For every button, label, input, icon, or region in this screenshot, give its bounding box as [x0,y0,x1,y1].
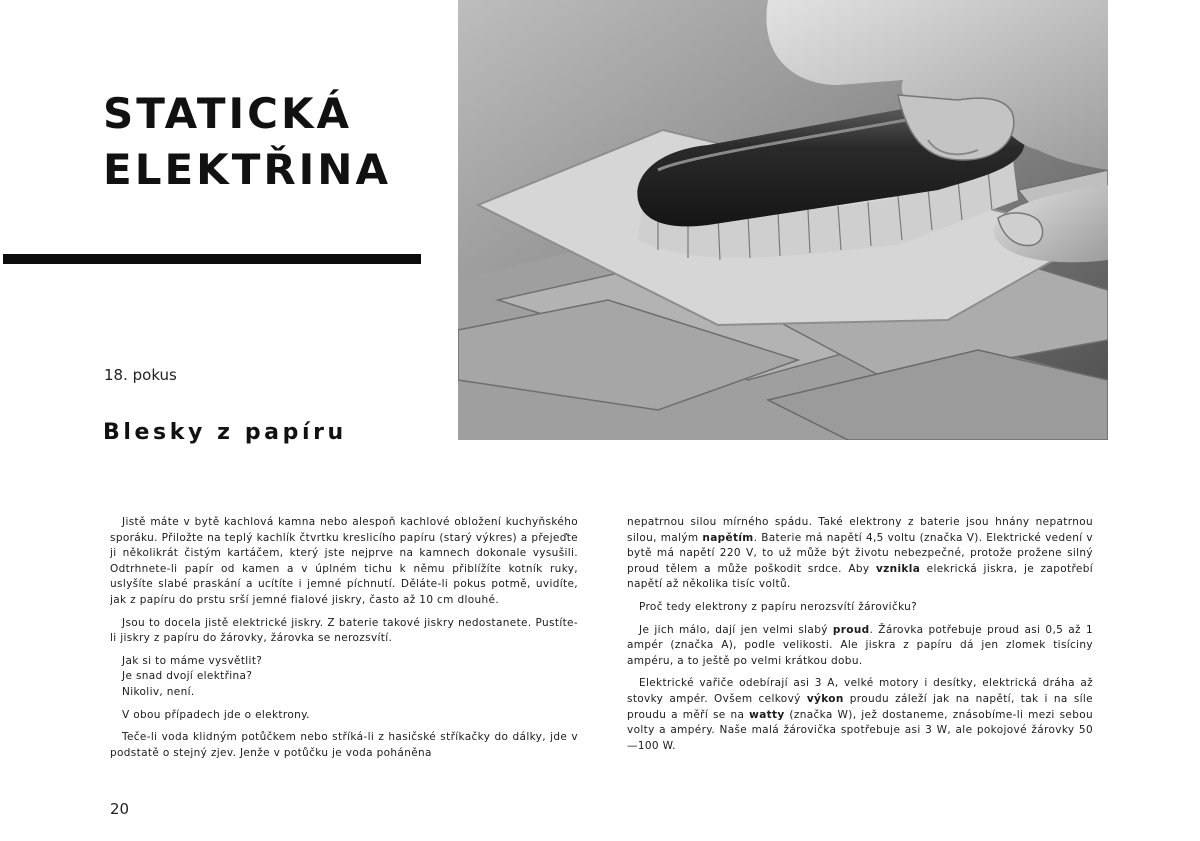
paragraph: V obou případech jde o elektrony. [122,708,310,721]
hand-brushing-paper-photo [458,0,1108,440]
question-line: Je snad dvojí elektřina? [122,670,253,683]
text-run: (značka W), jež dostaneme, znásobíme-li mezi sebou volty a ampéry. Naše malá žárovička spotřebuje asi 3 W, ale pokojové žárovky 50—100 W. [627,708,1093,752]
paragraph: Proč tedy elektrony z papíru nerozsvítí žárovičku? [639,600,918,613]
experiment-title: Blesky z papíru [103,420,347,445]
paragraph [627,515,1093,593]
question-line: Jak si to máme vysvětlit? [122,654,263,667]
text-run: Je jich málo, dají jen velmi slabý [639,623,833,636]
text-run: proudu záleží jak na napětí, tak i na síle proudu a měří se na [627,692,1093,721]
chapter-title-line-1: STATICKÁ [103,89,353,138]
chapter-title-line-2: ELEKTŘINA [103,145,391,194]
text-run: . Baterie má napětí 4,5 voltu (značka V). Elektrické vedení v bytě má napětí 220 V, to už může být životu nebezpečné, protože prožene silný proud tělem a může poškodit srdce. Aby [627,531,1093,575]
bold-term: proud [832,623,870,636]
paragraph: Jsou to docela jistě elektrické jiskry. Z baterie takové jiskry nedostanete. Pustíte-li jiskry z papíru do žárovky, žárovka se nerozsvítí. [110,616,578,645]
text-run: nepatrnou silou mírného spádu. Také elektrony z baterie jsou hnány nepatrnou silou, malým [627,516,1093,544]
bold-term: napětím [702,531,754,544]
paragraph: Jistě máte v bytě kachlová kamna nebo alespoň kachlové obložení kuchyňského sporáku. Přiložte na teplý kachlík čtvrtku kreslicího papíru (starý výkres) a přejeďte ji několikrát čistým kartáčem, který jste nejprve na kamnech dokonale vysušili. Odtrhnete-li papír od kamen a v úplném tichu k němu přiblížíte kotník ruky, uslyšíte slabé praskání a ucítíte i jemné píchnutí. Děláte-li pokus potmě, uvidíte, jak z papíru do prstu srší jemné fialové jiskry, často až 10 cm dlouhé. [110,516,578,606]
text-run: elekrická jiskra, je zapotřebí napětí až několika tisíc voltů. [627,562,1093,591]
chapter-title [103,86,391,198]
bold-term: vznikla [875,562,921,575]
page-number: 20 [110,800,130,818]
answer-line: Nikoliv, není. [122,685,195,698]
paragraph: Teče-li voda klidným potůčkem nebo stříká-li z hasičské stříkačky do dálky, jde v podstatě o stejný zjev. Jenže v potůčku je voda poháněna [110,731,578,759]
experiment-label: 18. pokus [104,366,177,384]
paragraph [627,676,1093,754]
bold-term: výkon [806,692,844,705]
text-column-left [110,515,578,768]
heading-rule [3,254,421,264]
illustration-photo [458,0,1108,440]
bold-term: watty [749,708,785,721]
text-run: . Žárovka potřebuje proud asi 0,5 až 1 ampér (značka A), podle velikosti. Ale jiskra z papíru dá jen zlomek tisíciny ampéru, a to ještě po velmi krátkou dobu. [627,623,1093,667]
paragraph [627,623,1093,670]
text-run: Elektrické vařiče odebírají asi 3 A, velké motory i desítky, elektrická dráha až stovky ampér. Ovšem celkový [627,677,1093,705]
text-column-right [627,515,1093,761]
